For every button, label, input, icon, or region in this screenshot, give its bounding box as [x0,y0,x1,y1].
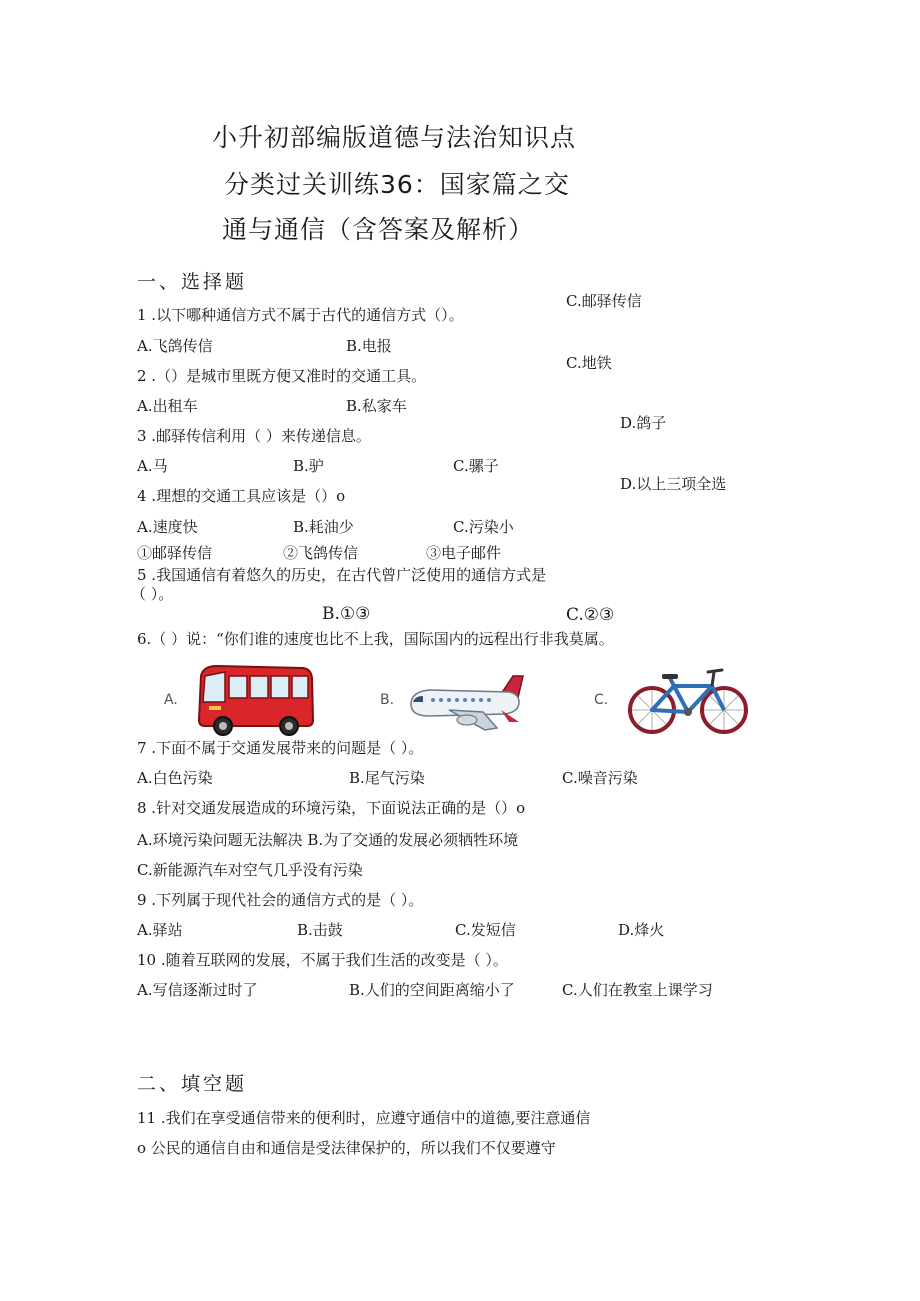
q8-option-c: C.新能源汽车对空气几乎没有污染 [137,861,363,879]
q6-option-a-label: A. [164,692,178,708]
q10-option-b: B.人们的空间距离缩小了 [349,981,515,999]
q5-text-line-1: 5 .我国通信有着悠久的历史，在古代曾广泛使用的通信方式是 [137,566,547,584]
q3-option-a: A.马 [137,457,168,475]
q5-item-1: ①邮驿传信 [137,544,213,562]
q5-text-line-2: （ ）。 [131,585,174,603]
airplane-icon [405,670,525,734]
q7-option-b: B.尾气污染 [349,769,425,787]
q5-option-c: C.②③ [566,605,615,625]
q9-text: 9 .下列属于现代社会的通信方式的是（ ）。 [137,891,424,909]
q6-option-b-label: B. [380,692,395,708]
q8-option-ab: A.环境污染问题无法解决 B.为了交通的发展必须牺牲环境 [137,831,519,849]
q10-text: 10 .随着互联网的发展，不属于我们生活的改变是（ ）。 [137,951,508,969]
q4-option-a: A.速度快 [137,518,198,536]
title-line-2: 分类过关训练36：国家篇之交 [224,170,570,199]
section-heading-choice: 一、选择题 [137,271,248,293]
q8-text: 8 .针对交通发展造成的环境污染，下面说法正确的是（）o [137,799,526,817]
q4-option-b: B.耗油少 [293,518,354,536]
q9-option-b: B.击鼓 [297,921,343,939]
q6-option-c-label: C. [594,692,609,708]
q10-option-a: A.写信逐渐过时了 [137,981,258,999]
q2-text: 2 .（）是城市里既方便又准时的交通工具。 [137,367,427,385]
q9-option-c: C.发短信 [455,921,516,939]
q3-option-d: D.以上三项全选 [620,475,727,493]
q1-text: 1 .以下哪种通信方式不属于古代的通信方式（）。 [137,306,464,324]
q5-option-b: B.①③ [322,604,371,624]
q11-text-line-2: o 公民的通信自由和通信是受法律保护的，所以我们不仅要遵守 [137,1139,556,1157]
q9-option-a: A.驿站 [137,921,183,939]
title-line-1: 小升初部编版道德与法治知识点 [212,123,577,152]
bicycle-icon [626,664,750,738]
q11-text-line-1: 11 .我们在享受通信带来的便利时，应遵守通信中的道德,要注意通信 [137,1109,591,1127]
q4-text: 4 .理想的交通工具应该是（）o [137,487,346,505]
q1-option-b: B.电报 [346,337,392,355]
q3-option-c: C.骡子 [453,457,499,475]
section-heading-fill-in: 二、填空题 [137,1073,248,1095]
q4-option-c: C.污染小 [453,518,514,536]
q6-text: 6.（ ）说：“你们谁的速度也比不上我，国际国内的远程出行非我莫属。 [137,630,614,648]
q9-option-d: D.烽火 [618,921,665,939]
q3-text: 3 .邮驿传信利用（ ）来传递信息。 [137,427,371,445]
bus-icon [195,662,317,736]
q10-option-c: C.人们在教室上课学习 [562,981,713,999]
q5-item-2: ②飞鸽传信 [283,544,359,562]
q1-option-d: D.鸽子 [620,414,667,432]
title-line-3: 通与通信（含答案及解析） [222,215,535,244]
q5-item-3: ③电子邮件 [426,544,502,562]
q2-option-c: C.地铁 [566,354,612,372]
q1-option-a: A.飞鸽传信 [137,337,213,355]
q2-option-a: A.出租车 [137,397,198,415]
q3-option-b: B.驴 [293,457,324,475]
q1-option-c: C.邮驿传信 [566,292,642,310]
q2-option-b: B.私家车 [346,397,407,415]
q7-text: 7 .下面不属于交通发展带来的问题是（ ）。 [137,739,424,757]
q7-option-c: C.噪音污染 [562,769,638,787]
q7-option-a: A.白色污染 [137,769,213,787]
